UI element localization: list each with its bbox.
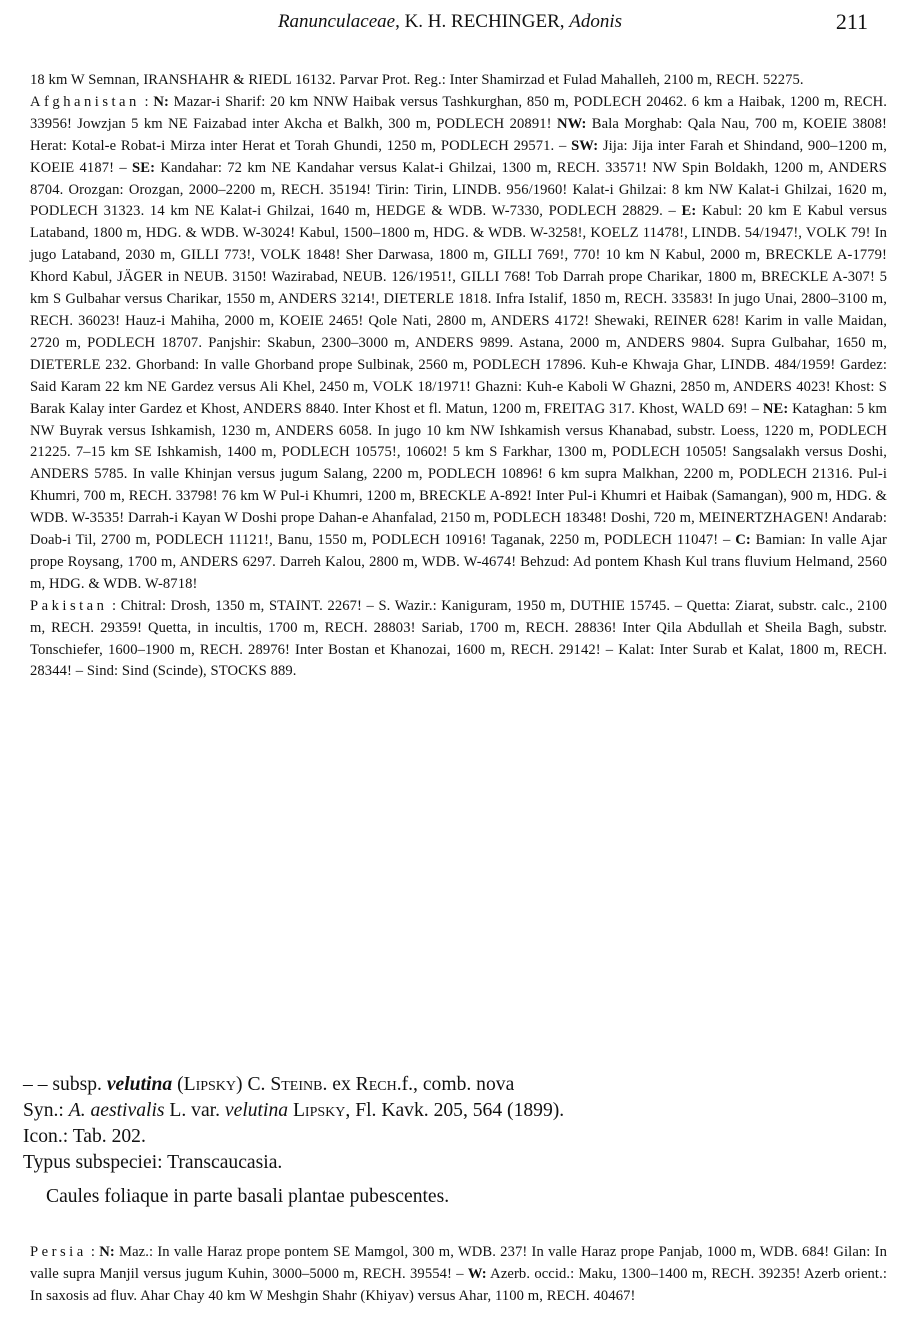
- author-close: ) C.: [236, 1074, 271, 1095]
- synonym-line: [23, 1098, 883, 1124]
- page-header: [30, 10, 870, 40]
- region-se-text: Kandahar: 72 km NE Kandahar versus Kalat-i Ghilzai, 1300 m, RECH. 33571! NW Spin Boldakh, 1200 m, ANDERS 8704. Orozgan: Orozgan, 2000–2200 m, RECH. 35194! Tirin: Tirin, LINDB. 956/1960! Kalat-i Ghilzai: 8 km NW Kalat-i Ghilzai, 1620 m, PODLECH 31323. 14 km NE Kalat-i Ghilzai, 1640 m, HEDGE & WDB. W-7330, PODLECH 28829. –: [30, 159, 887, 220]
- family-name: Ranunculaceae: [277, 11, 396, 32]
- pakistan-text: Chitral: Drosh, 1350 m, STAINT. 2267! – S. Wazir.: Kaniguram, 1950 m, DUTHIE 15745. – Quetta: Ziarat, substr. calc., 2100 m, RECH. 29359! Quetta, in incultis, 1700 m, RECH. 28803! Sariab, 1700 m, RECH. 28836! Inter Qila Abdullah et Sheila Bagh, substr. Tonschiefer, 1600–1900 m, RECH. 28976! Inter Bostan et Khanozai, 1600 m, RECH. 29142! – Kalat: Inter Surab et Kalat, 1800 m, RECH. 28344! – Sind: Sind (Scinde), STOCKS 889.: [30, 597, 888, 680]
- region-n-text: Mazar-i Sharif: 20 km NNW Haibak versus Tashkurghan, 850 m, PODLECH 20462. 6 km a Haibak, 1200 m, RECH. 33956! Jowzjan 5 km NE Faizabad inter Akcha et Balkh, 300 m, PODLECH 20891!: [30, 93, 887, 132]
- region-sw-label: SW:: [571, 137, 599, 154]
- persia-w-label: W:: [467, 1265, 487, 1282]
- specimen-list-top: [30, 70, 887, 683]
- afghanistan-paragraph: Afghanistan : N: Mazar-i Sharif: 20 km NNW Haibak versus Tashkurghan, 850 m, PODLECH 20462. 6 km a Haibak, 1200 m, RECH. 33956! Jowzjan 5 km NE Faizabad inter Akcha et Balkh, 300 m, PODLECH 20891! NW: Bala Morghab: Qala Nau, 700 m, KOEIE 3808! Herat: Kotal-e Robat-i Mirza inter Herat et Torah Ghundi, 1250 m, PODLECH 29571. – SW: Jija: Jija inter Farah et Shindand, 900–1200 m, KOEIE 4187! – SE: Kandahar: 72 km NE Kandahar versus Kalat-i Ghilzai, 1300 m, RECH. 33571! NW Spin Boldakh, 1200 m, ANDERS 8704. Orozgan: Orozgan, 2000–2200 m, RECH. 35194! Tirin: Tirin, LINDB. 956/1960! Kalat-i Ghilzai: 8 km NW Kalat-i Ghilzai, 1620 m, PODLECH 31323. 14 km NE Kalat-i Ghilzai, 1640 m, HEDGE & WDB. W-7330, PODLECH 28829. – E: Kabul: 20 km E Kabul versus Lataband, 1800 m, HDG. & WDB. W-3024! Kabul, 1500–1800 m, HDG. & WDB. W-3258!, KOELZ 11478!, LINDB. 54/1947!, VOLK 79! In jugo Lataband, 2030 m, GILLI 773!, VOLK 1848! Sher Darwasa, 1800 m, GILLI 769!, 770! 10 km N Kabul, 2000 m, BRECKLE A-1779! Khord Kabul, JÄGER in NEUB. 3150! Wazirabad, NEUB. 126/1951!, GILLI 768! Tob Darrah prope Charikar, 1800 m, BRECKLE A-307! 5 km S Gulbahar versus Charikar, 1550 m, ANDERS 3214!, DIETERLE 1818. Infra Istalif, 1850 m, RECH. 33583! In jugo Unai, 2800–3100 m, RECH. 36023! Hauz-i Mahiha, 2000 m, KOEIE 2465! Qole Nati, 2800 m, ANDERS 4172! Shewaki, REINER 628! Karim in valle Maidan, 2720 m, PODLECH 18707. Panjshir: Skabun, 2300–3000 m, ANDERS 9899. Astana, 2000 m, ANDERS 9804. Supra Gulbahar, 1650 m, DIETERLE 232. Ghorband: In valle Ghorband prope Sulbinak, 2560 m, PODLECH 17896. Kuh-e Khwaja Ghar, LINDB. 484/1959! Gardez: Said Karam 22 km NE Gardez versus Ali Khel, 2450 m, VOLK 18/1971! Ghazni: Kuh-e Kaboli W Ghazni, 2850 m, ANDERS 4023! Khost: S Barak Kalay inter Gardez et Khost, ANDERS 8840. Inter Khost et fl. Matun, 1200 m, FREITAG 317. Khost, WALD 69! – NE: Kataghan: 5 km NW Buyrak versus Ishkamish, 1230 m, ANDERS 6058. In jugo 10 km NW Ishkamish versus Khanabad, substr. Loess, 1220 m, PODLECH 21225. 7–15 km SE Ishkamish, 1400 m, PODLECH 10575!, 10602! 5 km S Farkhar, 1300 m, PODLECH 10505! Sangsalakh versus Doshi, ANDERS 5785. In valle Khinjan versus jugum Salang, 2200 m, PODLECH 10896! 6 km supra Malkhan, 2200 m, PODLECH 21316. Pul-i Khumri, 700 m, RECH. 33798! 76 km W Pul-i Khumri, 1200 m, BRECKLE A-892! Inter Pul-i Khumri et Haibak (Samangan), 900 m, HDG. & WDB. W-3535! Darrah-i Kayan W Doshi prope Dahan-e Ahanfalad, 2150 m, PODLECH 18348! Doshi, 720 m, MEINERTZHAGEN! Andarab: Doab-i Til, 2700 m, PODLECH 11121!, Banu, 1550 m, PODLECH 10916! Taganak, 2250 m, PODLECH 11047! – C: Bamian: In valle Ajar prope Roysang, 1700 m, ANDERS 6297. Darreh Kalou, 2800 m, WDB. W-4674! Behzud: Ad pontem Khash Kul trans fluvium Helmand, 2560 m, HDG. & WDB. W-8718!: [30, 93, 888, 592]
- icon-line: Icon.: Tab. 202.: [23, 1126, 146, 1147]
- region-nw-text: Bala Morghab: Qala Nau, 700 m, KOEIE 3808! Herat: Kotal-e Robat-i Mirza inter Herat et Torah Ghundi, 1250 m, PODLECH 29571. –: [30, 115, 887, 154]
- author-steinb: Steinb.: [270, 1074, 328, 1095]
- region-c-text: Bamian: In valle Ajar prope Roysang, 1700 m, ANDERS 6297. Darreh Kalou, 2800 m, WDB. W-4674! Behzud: Ad pontem Khash Kul trans fluvium Helmand, 2560 m, HDG. & WDB. W-8718!: [30, 532, 888, 592]
- region-ne-text: Kataghan: 5 km NW Buyrak versus Ishkamish, 1230 m, ANDERS 6058. In jugo 10 km NW Ishkamish versus Khanabad, substr. Loess, 1220 m, PODLECH 21225. 7–15 km SE Ishkamish, 1400 m, PODLECH 10575!, 10602! 5 km S Farkhar, 1300 m, PODLECH 10505! Sangsalakh versus Doshi, ANDERS 5785. In valle Khinjan versus jugum Salang, 2200 m, PODLECH 10896! 6 km supra Malkhan, 2200 m, PODLECH 21316. Pul-i Khumri, 700 m, RECH. 33798! 76 km W Pul-i Khumri, 1200 m, BRECKLE A-892! Inter Pul-i Khumri et Haibak (Samangan), 900 m, HDG. & WDB. W-3535! Darrah-i Kayan W Doshi prope Dahan-e Ahanfalad, 2150 m, PODLECH 18348! Doshi, 720 m, MEINERTZHAGEN! Andarab: Doab-i Til, 2700 m, PODLECH 11121!, Banu, 1550 m, PODLECH 10916! Taganak, 2250 m, PODLECH 11047! –: [30, 400, 887, 549]
- taxon-suffix: f., comb. nova: [401, 1074, 515, 1095]
- country-afghanistan: Afghanistan: [30, 93, 140, 110]
- country-persia: Persia: [30, 1244, 87, 1260]
- specimen-list-bottom: [30, 1242, 887, 1308]
- syn-author: Lipsky: [292, 1100, 346, 1121]
- region-e-text: Kabul: 20 km E Kabul versus Lataband, 1800 m, HDG. & WDB. W-3024! Kabul, 1500–1800 m, HDG. & WDB. W-3258!, KOELZ 11478!, LINDB. 54/1947!, VOLK 79! In jugo Lataband, 2030 m, GILLI 773!, VOLK 1848! Sher Darwasa, 1800 m, GILLI 769!, 770! 10 km N Kabul, 2000 m, BRECKLE A-1779! Khord Kabul, JÄGER in NEUB. 3150! Wazirabad, NEUB. 126/1951!, GILLI 768! Tob Darrah prope Charikar, 1800 m, BRECKLE A-307! 5 km S Gulbahar versus Charikar, 1550 m, ANDERS 3214!, DIETERLE 1818. Infra Istalif, 1850 m, RECH. 33583! In jugo Unai, 2800–3100 m, RECH. 36023! Hauz-i Mahiha, 2000 m, KOEIE 2465! Qole Nati, 2800 m, ANDERS 4172! Shewaki, REINER 628! Karim in valle Maidan, 2720 m, PODLECH 18707. Panjshir: Skabun, 2300–3000 m, ANDERS 9899. Astana, 2000 m, ANDERS 9804. Supra Gulbahar, 1650 m, DIETERLE 232. Ghorband: In valle Ghorband prope Sulbinak, 2560 m, PODLECH 17896. Kuh-e Khwaja Ghar, LINDB. 484/1959! Gardez: Said Karam 22 km NE Gardez versus Ali Khel, 2450 m, VOLK 18/1971! Ghazni: Kuh-e Kaboli W Ghazni, 2850 m, ANDERS 4023! Khost: S Barak Kalay inter Gardez et Khost, ANDERS 8840. Inter Khost et fl. Matun, 1200 m, FREITAG 317. Khost, WALD 69! –: [30, 203, 887, 417]
- taxon-prefix: – – subsp.: [23, 1074, 107, 1095]
- iran-continued-paragraph: 18 km W Semnan, IRANSHAHR & RIEDL 16132. Parvar Prot. Reg.: Inter Shamirzad et Fulad Mahalleh, 2100 m, RECH. 52275.: [30, 72, 804, 88]
- author-ex: ex: [327, 1074, 356, 1095]
- author-rech: Rech.: [355, 1074, 402, 1095]
- region-n-label: N:: [153, 93, 169, 110]
- syn-label: Syn.:: [23, 1100, 69, 1121]
- typus-line: Typus subspeciei: Transcaucasia.: [23, 1152, 283, 1173]
- persia-n-label: N:: [99, 1244, 115, 1260]
- region-se-label: SE:: [132, 159, 156, 176]
- taxon-heading: [23, 1072, 883, 1098]
- syn-ref: , Fl. Kavk. 205, 564 (1899).: [345, 1100, 565, 1121]
- region-ne-label: NE:: [762, 400, 789, 417]
- persia-n-text: Maz.: In valle Haraz prope pontem SE Mamgol, 300 m, WDB. 237! In valle Haraz prope Panjab, 1000 m, WDB. 684! Gilan: In valle supra Manjil versus jugum Kuhin, 3000–5000 m, RECH. 39554! –: [30, 1244, 888, 1282]
- region-c-label: C:: [735, 532, 751, 549]
- taxon-block: [23, 1072, 883, 1210]
- page-number: 211: [835, 9, 868, 34]
- region-e-label: E:: [681, 203, 697, 220]
- syn-l: L. var.: [164, 1100, 225, 1121]
- region-sw-text: Jija: Jija inter Farah et Shindand, 900–1200 m, KOEIE 4187! –: [30, 137, 887, 176]
- pakistan-paragraph: Pakistan : Chitral: Drosh, 1350 m, STAINT. 2267! – S. Wazir.: Kaniguram, 1950 m, DUTHIE 15745. – Quetta: Ziarat, substr. calc., 2100 m, RECH. 29359! Quetta, in incultis, 1700 m, RECH. 28803! Sariab, 1700 m, RECH. 28836! Inter Qila Abdullah et Sheila Bagh, substr. Tonschiefer, 1600–1900 m, RECH. 28976! Inter Bostan et Khanozai, 1600 m, RECH. 29142! – Kalat: Inter Surab et Kalat, 1800 m, RECH. 28344! – Sind: Sind (Scinde), STOCKS 889.: [30, 597, 888, 680]
- description-line: Caules foliaque in parte basali plantae pubescentes.: [46, 1186, 450, 1207]
- persia-paragraph: Persia : N: Maz.: In valle Haraz prope pontem SE Mamgol, 300 m, WDB. 237! In valle Haraz prope Panjab, 1000 m, WDB. 684! Gilan: In valle supra Manjil versus jugum Kuhin, 3000–5000 m, RECH. 39554! – W: Azerb. occid.: Maku, 1300–1400 m, RECH. 39235! Azerb orient.: In saxosis ad fluv. Ahar Chay 40 km W Meshgin Shahr (Khiyav) versus Ahar, 1100 m, RECH. 40467!: [30, 1244, 888, 1304]
- syn-var: velutina: [224, 1100, 289, 1121]
- author-open: (: [172, 1074, 184, 1095]
- taxon-epithet: velutina: [106, 1074, 173, 1095]
- running-head: Ranunculaceae, K. H. RECHINGER, Adonis: [277, 11, 623, 32]
- persia-w-text: Azerb. occid.: Maku, 1300–1400 m, RECH. 39235! Azerb orient.: In saxosis ad fluv. Ahar Chay 40 km W Meshgin Shahr (Khiyav) versus Ahar, 1100 m, RECH. 40467!: [30, 1265, 887, 1304]
- country-pakistan: Pakistan: [30, 597, 108, 614]
- author-name: K. H. RECHINGER: [404, 11, 560, 32]
- syn-species: A. aestivalis: [68, 1100, 165, 1121]
- region-nw-label: NW:: [556, 115, 587, 132]
- author-basionym: Lipsky: [183, 1074, 237, 1095]
- genus-name: Adonis: [569, 11, 623, 32]
